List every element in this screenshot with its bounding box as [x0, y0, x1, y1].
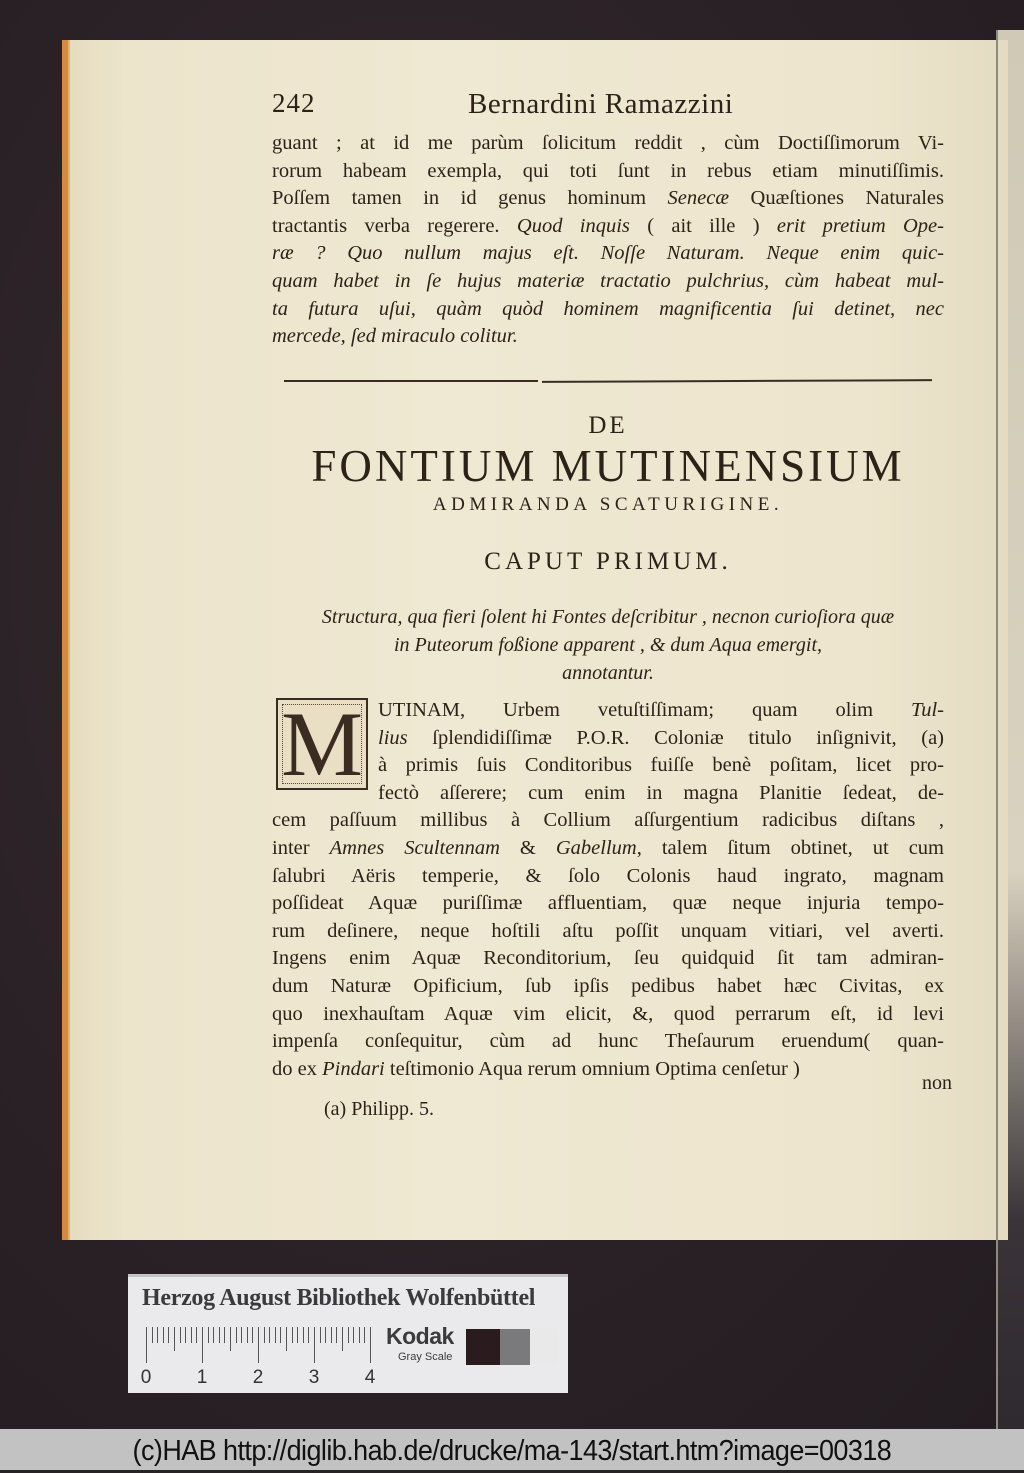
chapter-heading: CAPUT PRIMUM.: [484, 548, 732, 575]
roman-text: rorum habeam exempla, qui toti ſunt in rebus etiam minutiſſimis.: [272, 159, 944, 182]
ruler-tick: [247, 1327, 248, 1343]
running-title: Bernardini Ramazzini: [468, 88, 734, 120]
credit-text: (c)HAB http://diglib.hab.de/drucke/ma-143/start.htm?image=00318: [132, 1435, 892, 1467]
text-line: [272, 890, 944, 918]
roman-text: quo inexhauſtam Aquæ vim elicit, &, quod perrarum eſt, id levi: [272, 1002, 944, 1025]
ruler-tick: [213, 1327, 214, 1343]
ruler-tick: [163, 1327, 164, 1343]
roman-text: &: [499, 836, 556, 859]
ruler-tick: [348, 1327, 349, 1343]
gray-patch-mid: [500, 1329, 530, 1365]
roman-text: fectò aſſerere; cum enim in magna Planitie ſedeat, de-: [378, 781, 944, 804]
page-gutter-line: [996, 30, 998, 1430]
ruler-tick: [342, 1327, 343, 1351]
measurement-ruler: [140, 1327, 378, 1388]
ruler-tick: [236, 1327, 237, 1343]
ruler-tick: [185, 1327, 186, 1343]
ruler-tick: [191, 1327, 192, 1343]
ruler-label: 1: [196, 1367, 208, 1388]
text-line: [272, 1056, 944, 1084]
roman-text: guant ; at id me parùm ſolicitum reddit , cùm Doctiſſimorum Vi-: [272, 132, 944, 154]
footnote: (a) Philipp. 5.: [324, 1098, 434, 1120]
roman-text: UTINAM, Urbem vetuſtiſſimam; quam olim: [378, 699, 911, 721]
ruler-tick: [353, 1327, 354, 1343]
divider-segment: [542, 379, 932, 383]
text-line: [272, 697, 944, 725]
ruler-tick: [174, 1327, 175, 1351]
kodak-gray-scale-label: Gray Scale: [398, 1351, 453, 1363]
divider-segment: [284, 380, 538, 382]
roman-text: tractantis verba regerere.: [272, 214, 517, 237]
intro-paragraph: [272, 130, 944, 351]
ruler-tick: [152, 1327, 153, 1343]
roman-text: cem paſſuum millibus à Collium aſſurgentium radicibus diſtans ,: [272, 809, 944, 832]
ruler-tick: [331, 1327, 332, 1343]
ruler-tick: [196, 1327, 197, 1343]
italic-text: erit pretium Ope-: [776, 214, 944, 237]
italic-text: ræ ? Quo nullum majus eſt. Noſſe Naturam. Neque enim quic-: [272, 242, 944, 265]
running-head: [272, 88, 944, 128]
ruler-tick: [146, 1327, 147, 1363]
italic-text: lius: [378, 726, 408, 749]
text-line: [272, 185, 944, 213]
ruler-tick: [252, 1327, 253, 1343]
ruler-tick: [359, 1327, 360, 1343]
kodak-logo: Kodak: [386, 1323, 454, 1349]
gray-patch-light: [530, 1329, 558, 1365]
text-line: [272, 725, 944, 753]
ruler-tick: [325, 1327, 326, 1343]
ruler-tick: [224, 1327, 225, 1343]
ruler-tick: [168, 1327, 169, 1343]
ruler-tick: [303, 1327, 304, 1343]
text-line: [272, 835, 944, 863]
text-line: [272, 1028, 944, 1056]
roman-text: impenſa conſequitur, cùm ad hunc Theſaurum eruendum( quan-: [272, 1030, 944, 1053]
roman-text: , talem ſitum obtinet, ut cum: [636, 836, 944, 859]
ruler-tick: [292, 1327, 293, 1343]
gray-patch-dark: [466, 1329, 500, 1365]
summary-line: annotantur.: [562, 662, 654, 684]
italic-text: Tul-: [910, 699, 944, 721]
ruler-tick: [269, 1327, 270, 1343]
ruler-tick: [336, 1327, 337, 1343]
text-line: [272, 945, 944, 973]
library-name: Herzog August Bibliothek Wolfenbüttel: [142, 1285, 536, 1311]
ruler-tick: [219, 1327, 220, 1343]
italic-text: mercede, ſed miraculo colitur.: [272, 325, 518, 348]
roman-text: do ex: [272, 1057, 323, 1080]
roman-text: ( ait ille ): [629, 214, 777, 237]
roman-text: Ingens enim Aquæ Reconditorium, ſeu quidquid ſit tam admiran-: [272, 947, 944, 970]
text-line: [272, 807, 944, 835]
ruler-tick: [241, 1327, 242, 1343]
ruler-label: 0: [140, 1367, 152, 1388]
ruler-tick: [297, 1327, 298, 1343]
summary-line: in Puteorum foßione apparent , & dum Aqua emergit,: [393, 634, 823, 656]
ruler-tick: [364, 1327, 365, 1343]
ruler-tick: [258, 1327, 259, 1363]
text-line: [272, 158, 944, 186]
text-line: [272, 130, 944, 158]
ruler-tick: [264, 1327, 265, 1343]
library-color-card: [128, 1274, 568, 1393]
italic-text: Quod inquis: [516, 214, 630, 237]
ruler-tick: [308, 1327, 309, 1343]
ruler-tick: [286, 1327, 287, 1351]
ruler-tick: [275, 1327, 276, 1343]
ruler-tick: [314, 1327, 315, 1363]
roman-text: teſtimonio Aqua rerum omnium Optima cenſetur ): [384, 1057, 800, 1080]
text-line: [272, 752, 944, 780]
ruler-tick: [370, 1327, 371, 1363]
text-line: [272, 1001, 944, 1029]
ruler-tick: [320, 1327, 321, 1343]
catchword: non: [922, 1072, 952, 1094]
body-paragraph: [272, 697, 944, 1083]
ruler-tick: [280, 1327, 281, 1343]
ruler-tick: [180, 1327, 181, 1343]
text-line: [272, 268, 944, 296]
ruler-tick: [208, 1327, 209, 1343]
italic-text: Amnes Scultennam: [329, 836, 500, 859]
italic-text: Gabellum: [555, 836, 637, 859]
text-line: [272, 918, 944, 946]
heading-sub: ADMIRANDA SCATURIGINE.: [432, 494, 784, 515]
text-line: [272, 780, 944, 808]
text-line: [272, 296, 944, 324]
roman-text: poſſideat Aquæ puriſſimæ affluentiam, quæ neque injuria tempo-: [272, 892, 944, 915]
chapter-summary: [272, 603, 944, 687]
text-line: [272, 213, 944, 241]
italic-text: Pindari: [322, 1057, 385, 1080]
roman-text: à primis ſuis Conditoribus fuiſſe benè poſitam, licet pro-: [378, 754, 944, 777]
roman-text: ſplendidiſſimæ P.O.R. Coloniæ titulo inſignivit, (a): [407, 726, 944, 749]
ruler-tick: [202, 1327, 203, 1363]
heading-main: FONTIUM MUTINENSIUM: [311, 441, 905, 491]
ruler-label: 4: [364, 1367, 376, 1388]
roman-text: ſalubri Aëris temperie, & ſolo Colonis haud ingrato, magnam: [272, 864, 944, 887]
summary-line: Structura, qua fieri ſolent hi Fontes deſcribitur , necnon curioſiora quæ: [321, 606, 895, 628]
roman-text: Quæſtiones Naturales: [729, 187, 944, 210]
ruler-tick: [157, 1327, 158, 1343]
credit-bar: [0, 1429, 1024, 1470]
text-line: [272, 973, 944, 1001]
heading-de: DE: [588, 412, 628, 439]
italic-text: Senecæ: [667, 187, 730, 210]
ruler-label: 3: [308, 1367, 320, 1388]
page-number: 242: [272, 88, 316, 118]
text-line: [272, 863, 944, 891]
ruler-label: 2: [252, 1367, 264, 1388]
italic-text: quam habet in ſe hujus materiæ tractatio pulchrius, cùm habeat mul-: [272, 269, 944, 292]
roman-text: Poſſem tamen in id genus hominum: [272, 187, 668, 210]
roman-text: rum deſinere, neque hoſtili aſtu poſſit unquam vitiari, vel averti.: [272, 919, 944, 942]
roman-text: dum Naturæ Opificium, ſub ipſis pedibus habet hæc Civitas, ex: [272, 974, 944, 997]
text-line: [272, 323, 944, 351]
section-divider: [284, 380, 932, 383]
text-line: [272, 240, 944, 268]
dropcap-letter: M: [281, 698, 363, 790]
roman-text: inter: [272, 836, 330, 859]
ruler-tick: [230, 1327, 231, 1351]
italic-text: ta futura uſui, quàm quòd hominem magnificentia ſui detinet, nec: [272, 297, 944, 320]
